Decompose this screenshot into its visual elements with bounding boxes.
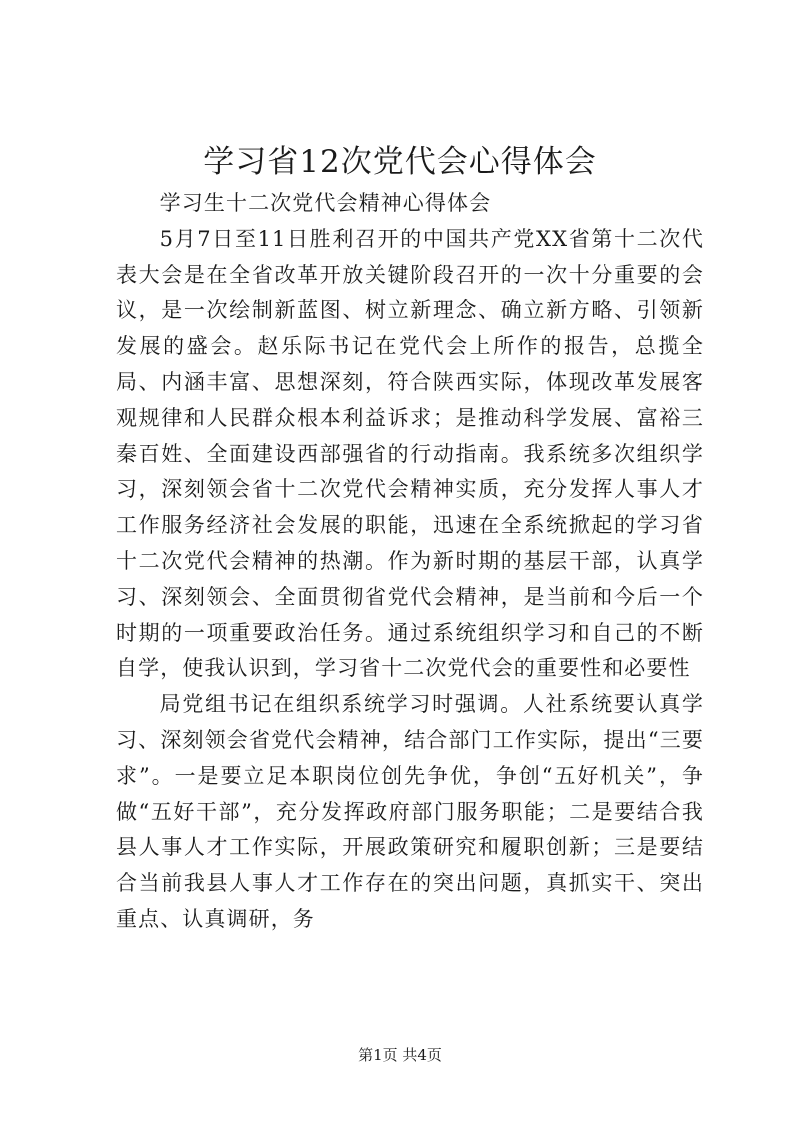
page-number-footer: 第1页 共4页: [358, 1046, 442, 1064]
body-paragraph-1: 5月7日至11日胜利召开的中国共产党XX省第十二次代表大会是在全省改革开放关键阶段召开的一次十分重要的会议，是一次绘制新蓝图、树立新理念、确立新方略、引领新发展的盛会。赵乐际书记在党代会上所作的报告，总揽全局、内涵丰富、思想深刻，符合陕西实际，体现改革发展客观规律和人民群众根本利益诉求；是推动科学发展、富裕三秦百姓、全面建设西部强省的行动指南。我系统多次组织学习，深刻领会省十二次党代会精神实质，充分发挥人事人才工作服务经济社会发展的职能，迅速在全系统掀起的学习省十二次党代会精神的热潮。作为新时期的基层干部，认真学习、深刻领会、全面贯彻省党代会精神，是当前和今后一个时期的一项重要政治任务。通过系统组织学习和自己的不断自学，使我认识到，学习省十二次党代会的重要性和必要性: [116, 226, 704, 681]
document-body: [116, 186, 704, 938]
subtitle-paragraph: 学习生十二次党代会精神心得体会: [159, 191, 492, 215]
body-paragraph-2: 局党组书记在组织系统学习时强调。人社系统要认真学习、深刻领会省党代会精神，结合部门工作实际，提出“三要求”。一是要立足本职岗位创先争优，争创“五好机关”，争做“五好干部”，充分发挥政府部门服务职能；二是要结合我县人事人才工作实际，开展政策研究和履职创新；三是要结合当前我县人事人才工作存在的突出问题，真抓实干、突出重点、认真调研，务: [116, 692, 704, 931]
document-title: 学习省12次党代会心得体会: [203, 144, 597, 180]
